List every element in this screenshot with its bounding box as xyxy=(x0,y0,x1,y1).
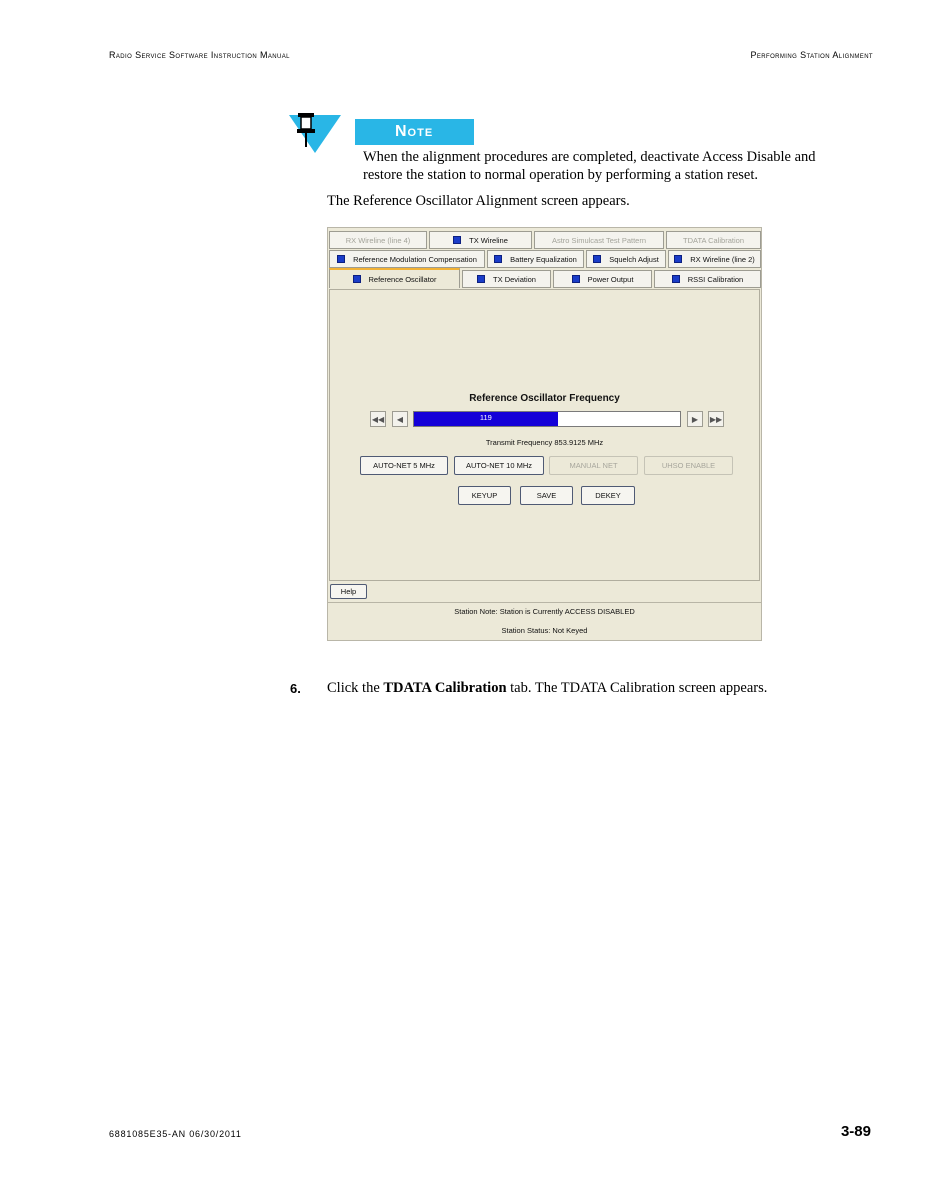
tab-astro-simulcast-test-pattern[interactable]: Astro Simulcast Test Pattern xyxy=(534,231,664,249)
tab-battery-equalization[interactable]: Battery Equalization xyxy=(487,250,584,268)
auto-net-10mhz-button[interactable]: AUTO-NET 10 MHz xyxy=(454,456,544,475)
tab-status-icon xyxy=(477,275,485,283)
tab-tx-wireline[interactable]: TX Wireline xyxy=(429,231,532,249)
tab-rx-wireline-line2[interactable]: RX Wireline (line 2) xyxy=(668,250,761,268)
step-emphasis: TDATA Calibration xyxy=(383,680,507,696)
uhso-enable-button[interactable]: UHSO ENABLE xyxy=(644,456,733,475)
running-header-right: Performing Station Alignment xyxy=(750,50,873,60)
station-note: Station Note: Station is Currently ACCESS DISABLED xyxy=(454,607,635,616)
note-label: Note xyxy=(355,119,474,145)
transmit-frequency: Transmit Frequency 853.9125 MHz xyxy=(485,438,604,447)
tab-tx-deviation[interactable]: TX Deviation xyxy=(462,270,551,288)
tab-status-icon xyxy=(337,255,345,263)
pushpin-note-icon xyxy=(289,113,341,153)
fast-decrease-icon[interactable]: ◀◀ xyxy=(370,411,386,427)
save-button[interactable]: SAVE xyxy=(520,486,573,505)
reference-oscillator-screen xyxy=(327,227,762,641)
page-number: 3-89 xyxy=(840,1123,871,1140)
step-number: 6. xyxy=(290,681,301,696)
tab-status-icon xyxy=(572,275,580,283)
frequency-slider[interactable] xyxy=(413,411,681,427)
tab-power-output[interactable]: Power Output xyxy=(553,270,652,288)
manual-net-button[interactable]: MANUAL NET xyxy=(549,456,638,475)
station-status: Station Status: Not Keyed xyxy=(501,626,588,635)
tab-rx-wireline-line4[interactable]: RX Wireline (line 4) xyxy=(329,231,427,249)
dekey-button[interactable]: DEKEY xyxy=(581,486,635,505)
step-text: Click the TDATA Calibration tab. The TDATA Calibration screen appears. xyxy=(327,680,768,696)
auto-net-5mhz-button[interactable]: AUTO-NET 5 MHz xyxy=(360,456,448,475)
tab-status-icon xyxy=(353,275,361,283)
tab-reference-modulation-compensation[interactable]: Reference Modulation Compensation xyxy=(329,250,485,268)
tab-status-icon xyxy=(494,255,502,263)
status-divider xyxy=(328,602,761,603)
tab-reference-oscillator[interactable]: Reference Oscillator xyxy=(329,268,460,288)
tab-status-icon xyxy=(593,255,601,263)
alignment-panel xyxy=(329,289,760,581)
increase-icon[interactable]: ▶ xyxy=(687,411,703,427)
keyup-button[interactable]: KEYUP xyxy=(458,486,511,505)
tab-rssi-calibration[interactable]: RSSI Calibration xyxy=(654,270,761,288)
fast-increase-icon[interactable]: ▶▶ xyxy=(708,411,724,427)
help-button[interactable]: Help xyxy=(330,584,367,599)
decrease-icon[interactable]: ◀ xyxy=(392,411,408,427)
tab-status-icon xyxy=(674,255,682,263)
frequency-title: Reference Oscillator Frequency xyxy=(469,393,620,404)
note-text: When the alignment procedures are completed, deactivate Access Disable and restore the station to normal operation by performing a station reset. xyxy=(363,149,816,183)
slider-value: 119 xyxy=(479,413,492,422)
tab-status-icon xyxy=(453,236,461,244)
document-number-date: 6881085E35-AN 06/30/2011 xyxy=(109,1129,242,1139)
intro-text: The Reference Oscillator Alignment screen appears. xyxy=(327,193,630,209)
tab-squelch-adjust[interactable]: Squelch Adjust xyxy=(586,250,666,268)
tab-tdata-calibration[interactable]: TDATA Calibration xyxy=(666,231,761,249)
tab-status-icon xyxy=(672,275,680,283)
running-header-left: Radio Service Software Instruction Manual xyxy=(109,50,290,60)
